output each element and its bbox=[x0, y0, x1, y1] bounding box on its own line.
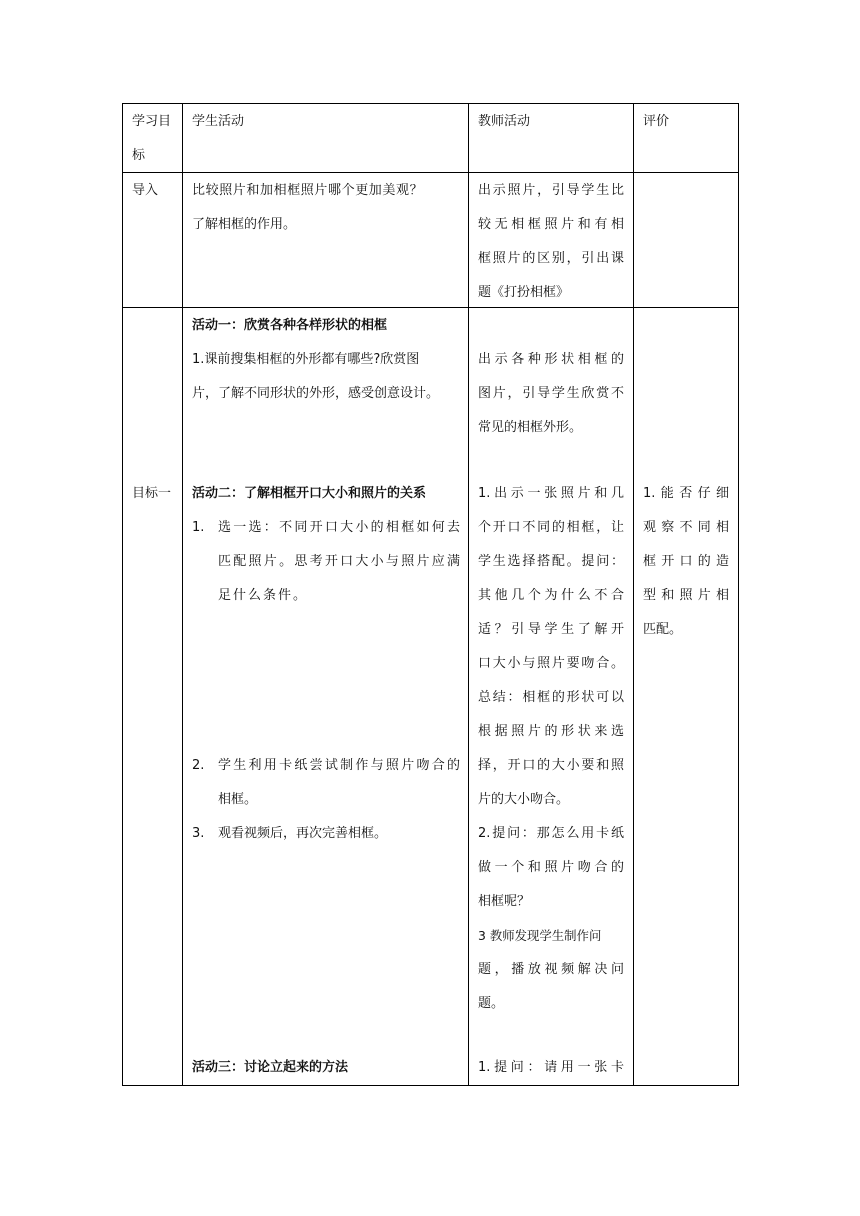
activity2-item-number: 2. bbox=[192, 758, 205, 773]
evaluation-line: 观察不同相 bbox=[643, 520, 729, 535]
table-border-right bbox=[738, 103, 739, 1086]
activity2-title: 活动二：了解相框开口大小和照片的关系 bbox=[192, 486, 427, 501]
intro-row-divider bbox=[122, 307, 739, 308]
intro-student-line: 了解相框的作用。 bbox=[192, 217, 297, 232]
activity2-teacher-line: 总结：相框的形状可以 bbox=[478, 690, 624, 705]
activity2-teacher-line: 3 教师发现学生制作问 bbox=[478, 928, 602, 943]
activity2-teacher-line: 题，播放视频解决问 bbox=[478, 962, 624, 977]
table-border-bottom bbox=[122, 1085, 739, 1086]
evaluation-line: 1.能否仔细 bbox=[643, 486, 729, 501]
header-goal: 学习目 bbox=[132, 114, 172, 129]
intro-label: 导入 bbox=[132, 183, 159, 198]
activity2-teacher-line: 根据照片的形状来选 bbox=[478, 724, 624, 739]
activity2-teacher-line: 择，开口的大小要和照 bbox=[478, 758, 624, 773]
header-row-divider bbox=[122, 172, 739, 173]
col-divider-3 bbox=[633, 103, 634, 1086]
intro-teacher-line: 框照片的区别，引出课 bbox=[478, 251, 624, 266]
activity1-student-line: 1.课前搜集相框的外形都有哪些?欣赏图 bbox=[192, 352, 420, 367]
activity3-title: 活动三：讨论立起来的方法 bbox=[192, 1060, 349, 1075]
activity1-student-line: 片，了解不同形状的外形，感受创意设计。 bbox=[192, 386, 440, 401]
activity2-teacher-line: 1.出示一张照片和几 bbox=[478, 486, 624, 501]
activity2-teacher-line: 学生选择搭配。提问： bbox=[478, 554, 624, 569]
activity2-teacher-line: 个开口不同的相框，让 bbox=[478, 520, 624, 535]
activity2-teacher-line: 口大小与照片要吻合。 bbox=[478, 656, 624, 671]
table-border-top bbox=[122, 103, 739, 104]
activity2-item-line: 匹配照片。思考开口大小与照片应满 bbox=[218, 554, 460, 569]
activity2-teacher-line: 其他几个为什么不合 bbox=[478, 588, 624, 603]
activity2-item-line: 相框。 bbox=[218, 792, 258, 807]
activity2-item-line: 学生利用卡纸尝试制作与照片吻合的 bbox=[218, 758, 460, 773]
activity2-item-number: 1. bbox=[192, 520, 205, 535]
activity2-item-number: 3. bbox=[192, 826, 205, 841]
activity1-title: 活动一：欣赏各种各样形状的相框 bbox=[192, 318, 388, 333]
evaluation-line: 匹配。 bbox=[643, 622, 683, 637]
activity3-teacher-line: 1.提问：请用一张卡 bbox=[478, 1060, 624, 1075]
evaluation-line: 框开口的造 bbox=[643, 554, 729, 569]
activity2-teacher-line: 题。 bbox=[478, 996, 505, 1011]
activity2-teacher-line: 适？引导学生了解开 bbox=[478, 622, 624, 637]
header-student-activity: 学生活动 bbox=[192, 114, 245, 129]
lesson-plan-table bbox=[122, 103, 739, 1086]
activity1-teacher-line: 图片，引导学生欣赏不 bbox=[478, 386, 624, 401]
header-teacher-activity: 教师活动 bbox=[478, 114, 531, 129]
activity2-teacher-line: 2.提问：那怎么用卡纸 bbox=[478, 826, 624, 841]
activity2-teacher-line: 相框呢？ bbox=[478, 894, 531, 909]
intro-teacher-line: 较无相框照片和有相 bbox=[478, 217, 624, 232]
intro-teacher-line: 出示照片，引导学生比 bbox=[478, 183, 624, 198]
activity2-item-line: 观看视频后，再次完善相框。 bbox=[218, 826, 388, 841]
intro-teacher-line: 题《打扮相框》 bbox=[478, 285, 570, 300]
activity2-item-line: 足什么条件。 bbox=[218, 588, 309, 603]
header-goal-line2: 标 bbox=[132, 148, 146, 163]
activity1-teacher-line: 常见的相框外形。 bbox=[478, 420, 583, 435]
activity2-teacher-line: 做一个和照片吻合的 bbox=[478, 860, 624, 875]
intro-student-line: 比较照片和加相框照片哪个更加美观？ bbox=[192, 183, 424, 198]
col-divider-1 bbox=[182, 103, 183, 1086]
header-evaluation: 评价 bbox=[643, 114, 670, 129]
activity2-item-line: 选一选：不同开口大小的相框如何去 bbox=[218, 520, 460, 535]
table-border-left bbox=[122, 103, 123, 1086]
goal1-label: 目标一 bbox=[132, 486, 172, 501]
activity1-teacher-line: 出示各种形状相框的 bbox=[478, 352, 624, 367]
evaluation-line: 型和照片相 bbox=[643, 588, 729, 603]
activity2-teacher-line: 片的大小吻合。 bbox=[478, 792, 570, 807]
col-divider-2 bbox=[468, 103, 469, 1086]
